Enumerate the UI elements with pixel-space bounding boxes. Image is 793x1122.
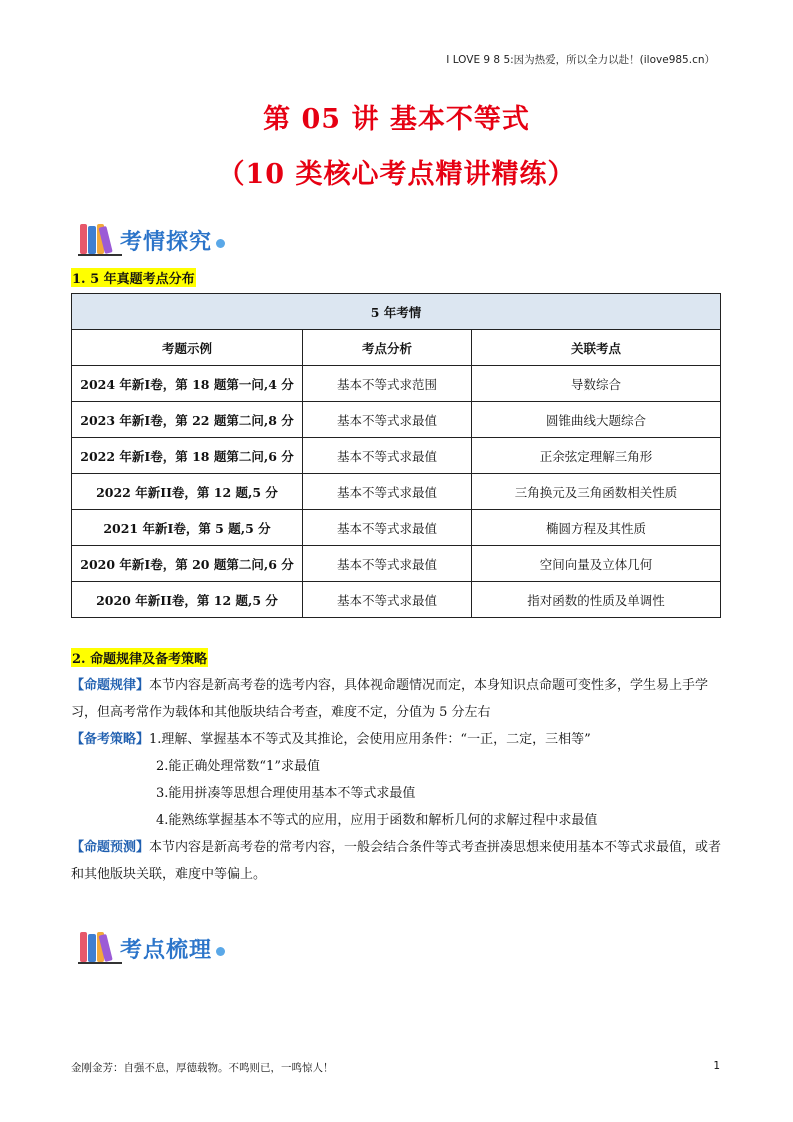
banner-exam-analysis (78, 222, 225, 258)
table-cell: 基本不等式求最值 (303, 582, 472, 618)
section-1-heading: 1. 5 年真题考点分布 (71, 268, 196, 287)
table-cell: 基本不等式求范围 (303, 366, 472, 402)
table-cell: 2020 年新II卷，第 12 题,5 分 (72, 582, 303, 618)
table-cell: 空间向量及立体几何 (472, 546, 721, 582)
table-row (72, 582, 721, 618)
predict-text: 本节内容是新高考卷的常考内容，一般会结合条件等式考查拼凑思想来使用基本不等式求最值，或者和其他版块关联，难度中等偏上。 (71, 840, 722, 882)
table-cell: 2021 年新I卷，第 5 题,5 分 (72, 510, 303, 546)
banner-key-points (78, 930, 225, 966)
table-cell: 基本不等式求最值 (303, 510, 472, 546)
table-cell: 导数综合 (472, 366, 721, 402)
table-caption: 5 年考情 (72, 294, 721, 330)
page-number: 1 (713, 1060, 720, 1072)
header-note: I LOVE 9 8 5:因为热爱，所以全力以赴！(ilove985.cn） (446, 54, 715, 66)
predict-tag: 【命题预测】 (71, 840, 150, 855)
table-cell: 基本不等式求最值 (303, 546, 472, 582)
strategy-tag: 【备考策略】 (71, 732, 150, 747)
prediction-paragraph (71, 834, 723, 888)
rule-tag: 【命题规律】 (71, 678, 150, 693)
table-cell: 三角换元及三角函数相关性质 (472, 474, 721, 510)
table-cell: 基本不等式求最值 (303, 474, 472, 510)
section-2-heading: 2. 命题规律及备考策略 (71, 648, 208, 667)
footer-motto: 金刚金芳：自强不息，厚德载物。不鸣则已，一鸣惊人！ (71, 1062, 334, 1074)
table-cell: 2024 年新I卷，第 18 题第一问,4 分 (72, 366, 303, 402)
table-cell: 指对函数的性质及单调性 (472, 582, 721, 618)
table-cell: 基本不等式求最值 (303, 402, 472, 438)
table-cell: 2022 年新I卷，第 18 题第二问,6 分 (72, 438, 303, 474)
table-cell: 2023 年新I卷，第 22 题第二问,8 分 (72, 402, 303, 438)
table-cell: 基本不等式求最值 (303, 438, 472, 474)
strategy-item-4: 4.能熟练掌握基本不等式的应用，应用于函数和解析几何的求解过程中求最值 (156, 813, 598, 828)
table-cell: 2022 年新II卷，第 12 题,5 分 (72, 474, 303, 510)
books-icon (78, 224, 124, 256)
strategy-item-2: 2.能正确处理常数“1”求最值 (156, 759, 320, 774)
rule-paragraph (71, 672, 723, 726)
table-cell: 椭圆方程及其性质 (472, 510, 721, 546)
table-row (72, 438, 721, 474)
dot-icon (216, 239, 225, 248)
table-row (72, 546, 721, 582)
page-title: 第 05 讲 基本不等式 (263, 104, 530, 135)
table-row (72, 510, 721, 546)
table-header: 考点分析 (303, 330, 472, 366)
page-subtitle: （10 类核心考点精讲精练） (217, 159, 576, 190)
table-cell: 2020 年新I卷，第 20 题第二问,6 分 (72, 546, 303, 582)
strategy-item-3: 3.能用拼凑等思想合理使用基本不等式求最值 (156, 786, 416, 801)
table-row (72, 474, 721, 510)
rule-text: 本节内容是新高考卷的选考内容，具体视命题情况而定，本身知识点命题可变性多，学生易上手学习，但高考常作为载体和其他版块结合考查，难度不定，分值为 5 分左右 (71, 678, 709, 720)
table-header: 关联考点 (472, 330, 721, 366)
table-row (72, 402, 721, 438)
table-cell: 圆锥曲线大题综合 (472, 402, 721, 438)
table-header: 考题示例 (72, 330, 303, 366)
table-row (72, 366, 721, 402)
exam-distribution-table (71, 293, 721, 618)
banner-points-label: 考点梳理 (120, 937, 213, 963)
table-cell: 正余弦定理解三角形 (472, 438, 721, 474)
dot-icon (216, 947, 225, 956)
strategy-item-1: 1.理解、掌握基本不等式及其推论，会使用应用条件：“一正，二定，三相等” (149, 732, 591, 747)
strategy-paragraph (71, 726, 723, 753)
books-icon (78, 932, 124, 964)
banner-exam-label: 考情探究 (120, 229, 213, 255)
